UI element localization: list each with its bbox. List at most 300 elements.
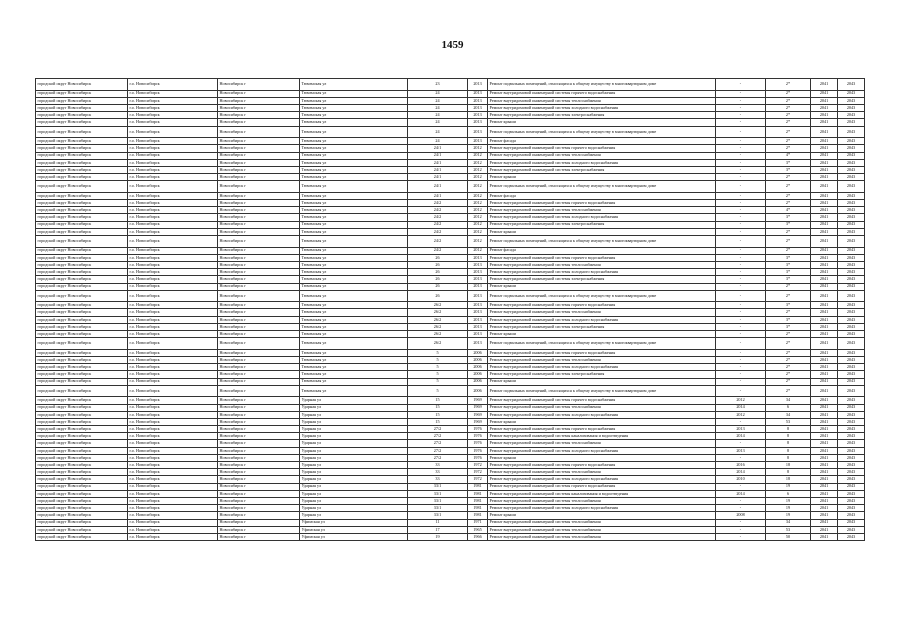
cell-period-start: 2041: [811, 309, 838, 316]
cell-street: Тюменская ул: [300, 385, 408, 397]
cell-city: Новосибирск г: [218, 254, 300, 261]
cell-last-repair-year: -: [716, 338, 766, 350]
cell-last-repair-year: 2012: [716, 397, 766, 404]
cell-city: Новосибирск г: [218, 112, 300, 119]
cell-street: Ударная ул: [300, 505, 408, 512]
table-row: [36, 192, 865, 199]
cell-period-end: 2043: [838, 126, 865, 138]
cell-year: 2013: [468, 254, 488, 261]
cell-period-end: 2043: [838, 309, 865, 316]
cell-year: 2013: [468, 331, 488, 338]
cell-municipality: городской округ Новосибирск: [36, 221, 128, 228]
cell-period-start: 2041: [811, 526, 838, 533]
cell-year: 2013: [468, 138, 488, 145]
cell-period-end: 2043: [838, 247, 865, 254]
cell-period-end: 2043: [838, 385, 865, 397]
table-row: [36, 247, 865, 254]
cell-period-start: 2041: [811, 302, 838, 309]
cell-year: 2012: [468, 192, 488, 199]
page-number: 1459: [441, 39, 464, 51]
cell-house: 15: [408, 411, 468, 418]
cell-period-start: 2041: [811, 97, 838, 104]
cell-district: г.о. Новосибирск: [128, 235, 218, 247]
table-row: [36, 166, 865, 173]
cell-period-start: 2041: [811, 145, 838, 152]
cell-year: 2012: [468, 247, 488, 254]
cell-year: 2013: [468, 338, 488, 350]
cell-wear: 34: [766, 519, 811, 526]
cell-house: 33/1: [408, 483, 468, 490]
cell-street: Тюменская ул: [300, 364, 408, 371]
cell-house: 24/2: [408, 207, 468, 214]
cell-municipality: городской округ Новосибирск: [36, 254, 128, 261]
cell-district: г.о. Новосибирск: [128, 357, 218, 364]
cell-work-type: Ремонт внутридомовой инженерной системы холодного водоснабжения: [488, 476, 716, 483]
cell-last-repair-year: -: [716, 207, 766, 214]
cell-year: 2013: [468, 79, 488, 91]
cell-wear: 19: [766, 483, 811, 490]
table-row: [36, 338, 865, 350]
cell-district: г.о. Новосибирск: [128, 214, 218, 221]
cell-year: 1969: [468, 397, 488, 404]
cell-street: Тюменская ул: [300, 309, 408, 316]
cell-house: 24: [408, 112, 468, 119]
cell-work-type: Ремонт внутридомовой инженерной системы теплоснабжения: [488, 261, 716, 268]
cell-district: г.о. Новосибирск: [128, 181, 218, 193]
cell-last-repair-year: -: [716, 261, 766, 268]
cell-last-repair-year: -: [716, 505, 766, 512]
cell-district: г.о. Новосибирск: [128, 119, 218, 126]
cell-house: 26: [408, 261, 468, 268]
cell-district: г.о. Новосибирск: [128, 323, 218, 330]
cell-year: 1972: [468, 469, 488, 476]
cell-work-type: Ремонт крыши: [488, 119, 716, 126]
cell-period-end: 2043: [838, 97, 865, 104]
cell-year: 1981: [468, 483, 488, 490]
cell-wear: 3*: [766, 166, 811, 173]
cell-district: г.о. Новосибирск: [128, 433, 218, 440]
cell-period-start: 2041: [811, 247, 838, 254]
table-row: [36, 440, 865, 447]
cell-wear: 2*: [766, 378, 811, 385]
cell-house: 26: [408, 276, 468, 283]
cell-district: г.о. Новосибирск: [128, 145, 218, 152]
cell-house: 17: [408, 526, 468, 533]
cell-street: Тюменская ул: [300, 159, 408, 166]
cell-city: Новосибирск г: [218, 276, 300, 283]
cell-period-start: 2041: [811, 433, 838, 440]
cell-period-start: 2041: [811, 323, 838, 330]
table-row: [36, 454, 865, 461]
cell-year: 2013: [468, 269, 488, 276]
cell-municipality: городской округ Новосибирск: [36, 533, 128, 540]
cell-period-end: 2043: [838, 440, 865, 447]
cell-house: 24/2: [408, 221, 468, 228]
cell-district: г.о. Новосибирск: [128, 247, 218, 254]
cell-year: 2006: [468, 364, 488, 371]
cell-last-repair-year: -: [716, 174, 766, 181]
cell-wear: 3*: [766, 302, 811, 309]
cell-year: 2012: [468, 214, 488, 221]
cell-work-type: Ремонт внутридомовой инженерной системы холодного водоснабжения: [488, 505, 716, 512]
cell-city: Новосибирск г: [218, 338, 300, 350]
cell-city: Новосибирск г: [218, 200, 300, 207]
cell-period-start: 2041: [811, 138, 838, 145]
cell-period-end: 2043: [838, 283, 865, 290]
capital-repair-table: [35, 78, 865, 541]
cell-period-start: 2041: [811, 276, 838, 283]
cell-period-start: 2041: [811, 418, 838, 425]
cell-wear: 3*: [766, 254, 811, 261]
cell-municipality: городской округ Новосибирск: [36, 152, 128, 159]
cell-district: г.о. Новосибирск: [128, 490, 218, 497]
cell-last-repair-year: -: [716, 200, 766, 207]
cell-city: Новосибирск г: [218, 316, 300, 323]
cell-period-start: 2041: [811, 426, 838, 433]
cell-street: Уфимская ул: [300, 519, 408, 526]
cell-year: 2006: [468, 357, 488, 364]
cell-last-repair-year: -: [716, 214, 766, 221]
cell-house: 11: [408, 519, 468, 526]
cell-wear: 2*: [766, 228, 811, 235]
cell-year: 2006: [468, 371, 488, 378]
cell-street: Ударная ул: [300, 418, 408, 425]
cell-period-start: 2041: [811, 159, 838, 166]
cell-municipality: городской округ Новосибирск: [36, 207, 128, 214]
cell-last-repair-year: -: [716, 302, 766, 309]
cell-wear: 3*: [766, 214, 811, 221]
table-row: [36, 290, 865, 302]
cell-house: 33: [408, 476, 468, 483]
table-row: [36, 490, 865, 497]
cell-wear: 18: [766, 476, 811, 483]
cell-period-start: 2041: [811, 533, 838, 540]
cell-work-type: Ремонт внутридомовой инженерной системы электроснабжения: [488, 166, 716, 173]
cell-period-end: 2043: [838, 454, 865, 461]
cell-house: 26/2: [408, 338, 468, 350]
cell-period-end: 2043: [838, 447, 865, 454]
cell-last-repair-year: -: [716, 349, 766, 356]
cell-work-type: Ремонт внутридомовой инженерной системы горячего водоснабжения: [488, 397, 716, 404]
cell-city: Новосибирск г: [218, 228, 300, 235]
cell-period-start: 2041: [811, 497, 838, 504]
cell-municipality: городской округ Новосибирск: [36, 192, 128, 199]
cell-wear: 2*: [766, 138, 811, 145]
cell-year: 2012: [468, 166, 488, 173]
table-row: [36, 526, 865, 533]
table-row: [36, 469, 865, 476]
cell-period-end: 2043: [838, 512, 865, 519]
cell-district: г.о. Новосибирск: [128, 512, 218, 519]
cell-municipality: городской округ Новосибирск: [36, 519, 128, 526]
cell-municipality: городской округ Новосибирск: [36, 90, 128, 97]
cell-period-start: 2041: [811, 447, 838, 454]
cell-period-start: 2041: [811, 192, 838, 199]
cell-period-start: 2041: [811, 349, 838, 356]
cell-city: Новосибирск г: [218, 97, 300, 104]
cell-period-end: 2043: [838, 152, 865, 159]
cell-house: 27/2: [408, 447, 468, 454]
cell-city: Новосибирск г: [218, 357, 300, 364]
cell-wear: 3*: [766, 261, 811, 268]
cell-street: Ударная ул: [300, 497, 408, 504]
cell-street: Тюменская ул: [300, 316, 408, 323]
cell-wear: 18: [766, 462, 811, 469]
cell-last-repair-year: -: [716, 126, 766, 138]
cell-period-start: 2041: [811, 490, 838, 497]
cell-street: Тюменская ул: [300, 207, 408, 214]
cell-year: 2013: [468, 302, 488, 309]
cell-municipality: городской округ Новосибирск: [36, 512, 128, 519]
cell-street: Тюменская ул: [300, 90, 408, 97]
cell-house: 5: [408, 364, 468, 371]
cell-municipality: городской округ Новосибирск: [36, 357, 128, 364]
cell-wear: 19: [766, 505, 811, 512]
cell-district: г.о. Новосибирск: [128, 331, 218, 338]
cell-work-type: Ремонт внутридомовой инженерной системы холодного водоснабжения: [488, 447, 716, 454]
cell-period-start: 2041: [811, 200, 838, 207]
cell-municipality: городской округ Новосибирск: [36, 261, 128, 268]
cell-work-type: Ремонт крыши: [488, 331, 716, 338]
cell-wear: 2*: [766, 200, 811, 207]
cell-house: 27/2: [408, 433, 468, 440]
cell-municipality: городской округ Новосибирск: [36, 119, 128, 126]
cell-city: Новосибирск г: [218, 512, 300, 519]
cell-last-repair-year: 2016: [716, 462, 766, 469]
cell-work-type: Ремонт внутридомовой инженерной системы электроснабжения: [488, 371, 716, 378]
cell-city: Новосибирск г: [218, 526, 300, 533]
cell-wear: 4*: [766, 152, 811, 159]
cell-work-type: Ремонт внутридомовой инженерной системы теплоснабжения: [488, 309, 716, 316]
cell-last-repair-year: -: [716, 526, 766, 533]
cell-street: Тюменская ул: [300, 247, 408, 254]
cell-district: г.о. Новосибирск: [128, 404, 218, 411]
cell-municipality: городской округ Новосибирск: [36, 104, 128, 111]
cell-work-type: Ремонт крыши: [488, 174, 716, 181]
cell-city: Новосибирск г: [218, 138, 300, 145]
cell-year: 2012: [468, 145, 488, 152]
cell-municipality: городской округ Новосибирск: [36, 476, 128, 483]
cell-year: 1972: [468, 476, 488, 483]
cell-city: Новосибирск г: [218, 397, 300, 404]
cell-work-type: Ремонт внутридомовой инженерной системы теплоснабжения: [488, 207, 716, 214]
cell-street: Тюменская ул: [300, 174, 408, 181]
cell-last-repair-year: -: [716, 79, 766, 91]
cell-work-type: Ремонт крыши: [488, 418, 716, 425]
cell-street: Тюменская ул: [300, 349, 408, 356]
cell-street: Тюменская ул: [300, 323, 408, 330]
cell-city: Новосибирск г: [218, 454, 300, 461]
cell-municipality: городской округ Новосибирск: [36, 349, 128, 356]
cell-wear: 2*: [766, 364, 811, 371]
cell-street: Ударная ул: [300, 397, 408, 404]
cell-district: г.о. Новосибирск: [128, 138, 218, 145]
cell-period-start: 2041: [811, 331, 838, 338]
cell-period-start: 2041: [811, 126, 838, 138]
cell-city: Новосибирск г: [218, 476, 300, 483]
table-row: [36, 200, 865, 207]
cell-wear: 3*: [766, 269, 811, 276]
cell-municipality: городской округ Новосибирск: [36, 126, 128, 138]
cell-street: Тюменская ул: [300, 357, 408, 364]
cell-period-end: 2043: [838, 483, 865, 490]
cell-year: 2012: [468, 181, 488, 193]
cell-city: Новосибирск г: [218, 411, 300, 418]
cell-house: 5: [408, 371, 468, 378]
cell-street: Тюменская ул: [300, 166, 408, 173]
cell-house: 27/2: [408, 426, 468, 433]
cell-wear: 19: [766, 497, 811, 504]
cell-work-type: Ремонт внутридомовой инженерной системы горячего водоснабжения: [488, 254, 716, 261]
cell-house: 24/2: [408, 200, 468, 207]
cell-city: Новосибирск г: [218, 290, 300, 302]
cell-house: 24: [408, 126, 468, 138]
cell-district: г.о. Новосибирск: [128, 104, 218, 111]
cell-street: Тюменская ул: [300, 276, 408, 283]
cell-last-repair-year: -: [716, 364, 766, 371]
cell-city: Новосибирск г: [218, 385, 300, 397]
cell-year: 2013: [468, 126, 488, 138]
cell-street: Уфимская ул: [300, 533, 408, 540]
cell-year: 2006: [468, 349, 488, 356]
cell-last-repair-year: 2014: [716, 490, 766, 497]
cell-year: 1969: [468, 411, 488, 418]
cell-street: Тюменская ул: [300, 221, 408, 228]
cell-wear: 3*: [766, 316, 811, 323]
cell-municipality: городской округ Новосибирск: [36, 79, 128, 91]
cell-district: г.о. Новосибирск: [128, 505, 218, 512]
cell-municipality: городской округ Новосибирск: [36, 174, 128, 181]
cell-street: Ударная ул: [300, 404, 408, 411]
table-row: [36, 385, 865, 397]
cell-district: г.о. Новосибирск: [128, 454, 218, 461]
cell-work-type: Ремонт внутридомовой инженерной системы теплоснабжения: [488, 526, 716, 533]
cell-wear: 6: [766, 404, 811, 411]
cell-period-end: 2043: [838, 174, 865, 181]
cell-last-repair-year: 2013: [716, 447, 766, 454]
cell-city: Новосибирск г: [218, 469, 300, 476]
cell-year: 1981: [468, 490, 488, 497]
cell-municipality: городской округ Новосибирск: [36, 166, 128, 173]
cell-city: Новосибирск г: [218, 247, 300, 254]
cell-period-start: 2041: [811, 462, 838, 469]
cell-street: Ударная ул: [300, 411, 408, 418]
cell-work-type: Ремонт внутридомовой инженерной системы теплоснабжения: [488, 533, 716, 540]
cell-street: Ударная ул: [300, 447, 408, 454]
cell-year: 1976: [468, 426, 488, 433]
cell-wear: 2*: [766, 357, 811, 364]
cell-work-type: Ремонт внутридомовой инженерной системы теплоснабжения: [488, 519, 716, 526]
cell-district: г.о. Новосибирск: [128, 483, 218, 490]
cell-street: Тюменская ул: [300, 126, 408, 138]
cell-municipality: городской округ Новосибирск: [36, 200, 128, 207]
cell-year: 1969: [468, 404, 488, 411]
cell-municipality: городской округ Новосибирск: [36, 526, 128, 533]
cell-year: 2012: [468, 159, 488, 166]
cell-city: Новосибирск г: [218, 349, 300, 356]
cell-year: 2006: [468, 385, 488, 397]
cell-last-repair-year: -: [716, 497, 766, 504]
cell-work-type: Ремонт фасада: [488, 138, 716, 145]
table-row: [36, 505, 865, 512]
cell-last-repair-year: -: [716, 283, 766, 290]
cell-house: 5: [408, 349, 468, 356]
cell-period-end: 2043: [838, 357, 865, 364]
cell-city: Новосибирск г: [218, 505, 300, 512]
cell-period-end: 2043: [838, 418, 865, 425]
cell-wear: 2*: [766, 112, 811, 119]
cell-municipality: городской округ Новосибирск: [36, 228, 128, 235]
table-row: [36, 309, 865, 316]
cell-year: 1976: [468, 454, 488, 461]
cell-municipality: городской округ Новосибирск: [36, 145, 128, 152]
cell-work-type: Ремонт подвальных помещений, относящихся к общему имуществу в многоквартирном доме: [488, 126, 716, 138]
cell-municipality: городской округ Новосибирск: [36, 269, 128, 276]
cell-street: Тюменская ул: [300, 119, 408, 126]
table-row: [36, 283, 865, 290]
cell-work-type: Ремонт внутридомовой инженерной системы горячего водоснабжения: [488, 302, 716, 309]
cell-city: Новосибирск г: [218, 126, 300, 138]
cell-last-repair-year: -: [716, 97, 766, 104]
cell-house: 26/2: [408, 302, 468, 309]
cell-municipality: городской округ Новосибирск: [36, 385, 128, 397]
cell-wear: 2*: [766, 90, 811, 97]
table-row: [36, 364, 865, 371]
cell-house: 33/1: [408, 505, 468, 512]
cell-period-end: 2043: [838, 181, 865, 193]
cell-city: Новосибирск г: [218, 418, 300, 425]
cell-period-start: 2041: [811, 454, 838, 461]
cell-district: г.о. Новосибирск: [128, 276, 218, 283]
cell-municipality: городской округ Новосибирск: [36, 181, 128, 193]
cell-street: Ударная ул: [300, 476, 408, 483]
cell-work-type: Ремонт крыши: [488, 454, 716, 461]
cell-wear: 3*: [766, 221, 811, 228]
cell-period-start: 2041: [811, 404, 838, 411]
cell-period-end: 2043: [838, 207, 865, 214]
cell-last-repair-year: -: [716, 181, 766, 193]
cell-wear: 2*: [766, 79, 811, 91]
cell-year: 2013: [468, 316, 488, 323]
cell-period-end: 2043: [838, 519, 865, 526]
cell-last-repair-year: -: [716, 276, 766, 283]
cell-house: 26/2: [408, 331, 468, 338]
cell-street: Тюменская ул: [300, 371, 408, 378]
cell-house: 24: [408, 119, 468, 126]
table-row: [36, 269, 865, 276]
cell-wear: 8: [766, 447, 811, 454]
table-row: [36, 497, 865, 504]
cell-work-type: Ремонт крыши: [488, 283, 716, 290]
cell-period-end: 2043: [838, 261, 865, 268]
cell-year: 2006: [468, 378, 488, 385]
table-row: [36, 378, 865, 385]
cell-last-repair-year: -: [716, 104, 766, 111]
cell-last-repair-year: 2010: [716, 476, 766, 483]
cell-house: 33/1: [408, 497, 468, 504]
cell-last-repair-year: -: [716, 385, 766, 397]
cell-wear: 6: [766, 490, 811, 497]
cell-year: 2012: [468, 235, 488, 247]
cell-period-start: 2041: [811, 283, 838, 290]
cell-district: г.о. Новосибирск: [128, 426, 218, 433]
cell-last-repair-year: -: [716, 483, 766, 490]
cell-year: 2013: [468, 112, 488, 119]
cell-work-type: Ремонт внутридомовой инженерной системы холодного водоснабжения: [488, 159, 716, 166]
cell-last-repair-year: -: [716, 331, 766, 338]
cell-period-start: 2041: [811, 174, 838, 181]
cell-year: 1976: [468, 447, 488, 454]
